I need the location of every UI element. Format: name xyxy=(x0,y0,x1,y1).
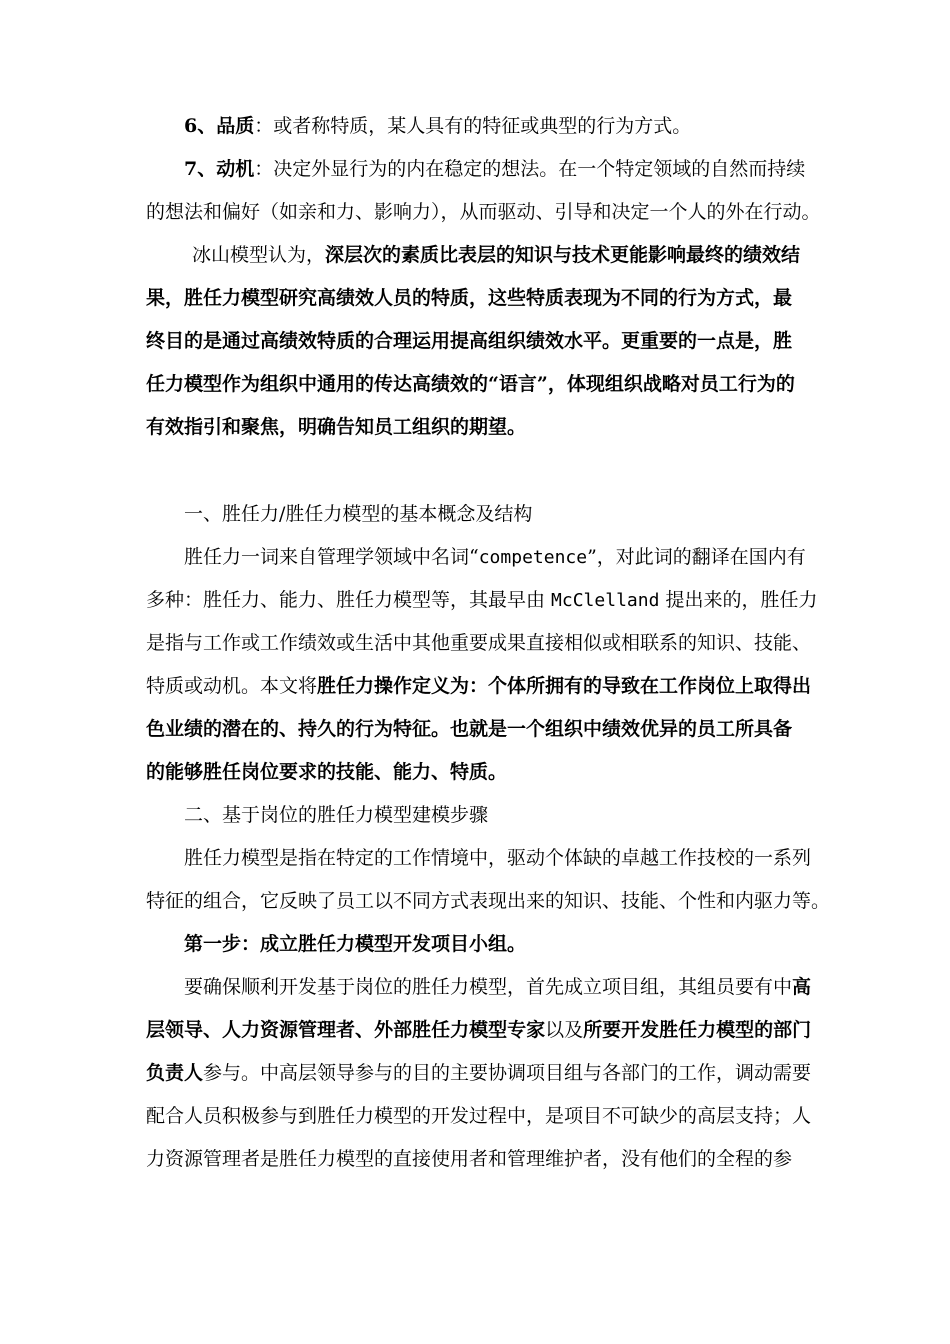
bold-text: 人力资源管理者 xyxy=(222,1019,356,1041)
bold-text: 胜任力操作定义为：个体所拥有的导致在工作岗位上取得出 xyxy=(317,675,812,697)
paragraph-line xyxy=(146,105,810,148)
paragraph-line: 任力模型作为组织中通用的传达高绩效的“语言”，体现组织战略对员工行为的 xyxy=(146,373,795,395)
text-run: 参与。中高层领导参与的目的主要协调项目组与各部门的工作，调动需要 xyxy=(203,1062,812,1084)
paragraph-line xyxy=(146,665,810,708)
paragraph-line: 胜任力模型是指在特定的工作情境中，驱动个体缺的卓越工作技校的一系列 xyxy=(184,847,812,869)
paragraph-line xyxy=(146,1052,810,1095)
paragraph-project-team xyxy=(146,966,810,1181)
lead-text: 冰山模型认为， xyxy=(192,244,326,266)
term-motivation: 动机 xyxy=(216,158,255,180)
paragraph-iceberg-model xyxy=(146,234,810,449)
text-run: 多种：胜任力、能力、胜任力模型等，其最早由 xyxy=(146,589,552,611)
paragraph-line xyxy=(146,536,810,579)
paragraph-line: 力资源管理者是胜任力模型的直接使用者和管理维护者，没有他们的全程的参 xyxy=(146,1148,793,1170)
text-run: 以及 xyxy=(545,1019,584,1041)
bold-text: 所要开发胜任力模型的部门 xyxy=(583,1019,812,1041)
author-name: McClelland xyxy=(551,590,660,611)
term-quality: 品质 xyxy=(216,115,255,137)
paragraph-line: 果，胜任力模型研究高绩效人员的特质，这些特质表现为不同的行为方式，最 xyxy=(146,287,793,309)
text-run: 特质或动机。本文将 xyxy=(146,675,318,697)
paragraph-line: 是指与工作或工作绩效或生活中其他重要成果直接相似或相联系的知识、技能、 xyxy=(146,632,812,654)
paragraph-line xyxy=(146,966,810,1009)
separator: 、 xyxy=(203,1019,223,1041)
heading-text: 二、基于岗位的胜任力模型建模步骤 xyxy=(184,804,489,826)
heading-text: 第一步：成立胜任力模型开发项目小组。 xyxy=(184,933,527,955)
bold-text: 深层次的素质比表层的知识与技术更能影响最终的绩效结 xyxy=(325,244,801,266)
text-run: ”，对此词的翻译在国内有 xyxy=(587,546,806,568)
paragraph-line: 的想法和偏好（如亲和力、影响力），从而驱动、引导和决定一个人的外在行动。 xyxy=(146,201,821,223)
paragraph-line: 配合人员积极参与到胜任力模型的开发过程中，是项目不可缺少的高层支持；人 xyxy=(146,1105,812,1127)
paragraph-line xyxy=(146,1009,810,1052)
separator: 、 xyxy=(355,1019,375,1041)
paragraph-line xyxy=(146,234,810,277)
heading-text: 一、胜任力/胜任力模型的基本概念及结构 xyxy=(184,503,533,525)
bold-text: 外部胜任力模型专家 xyxy=(374,1019,546,1041)
item-number: 6、 xyxy=(184,115,217,137)
step-one-heading xyxy=(146,923,810,966)
text-run: 胜任力一词来自管理学领域中名词“ xyxy=(184,546,479,568)
definition-text: ：决定外显行为的内在稳定的想法。在一个特定领域的自然而持续 xyxy=(254,158,806,180)
text-run: 要确保顺利开发基于岗位的胜任力模型，首先成立项目组，其组员要有中 xyxy=(184,976,793,998)
paragraph-competence-definition xyxy=(146,536,818,794)
text-run: 提出来的，胜任力 xyxy=(659,589,818,611)
paragraph-line: 的能够胜任岗位要求的技能、能力、特质。 xyxy=(146,761,508,783)
paragraph-line: 终目的是通过高绩效特质的合理运用提高组织绩效水平。更重要的一点是，胜 xyxy=(146,330,793,352)
paragraph-line xyxy=(146,148,810,191)
definition-text: ：或者称特质，某人具有的特征或典型的行为方式。 xyxy=(254,115,692,137)
bold-text: 层领导 xyxy=(146,1019,204,1041)
bold-text: 负责人 xyxy=(146,1062,204,1084)
paragraph-line: 色业绩的潜在的、持久的行为特征。也就是一个组织中绩效优异的员工所具备 xyxy=(146,718,793,740)
paragraph-line: 特征的组合，它反映了员工以不同方式表现出来的知识、技能、个性和内驱力等。 xyxy=(146,890,831,912)
section-heading-concept xyxy=(146,493,810,536)
paragraph-line: 有效指引和聚焦，明确告知员工组织的期望。 xyxy=(146,416,527,438)
bold-text: 高 xyxy=(792,976,812,998)
english-term: competence xyxy=(478,547,588,568)
section-heading-steps xyxy=(146,794,810,837)
paragraph-model-definition xyxy=(146,837,831,923)
item-number: 7、 xyxy=(184,158,217,180)
paragraph-quality xyxy=(146,105,810,148)
paragraph-line xyxy=(146,579,818,622)
paragraph-motivation xyxy=(146,148,821,234)
